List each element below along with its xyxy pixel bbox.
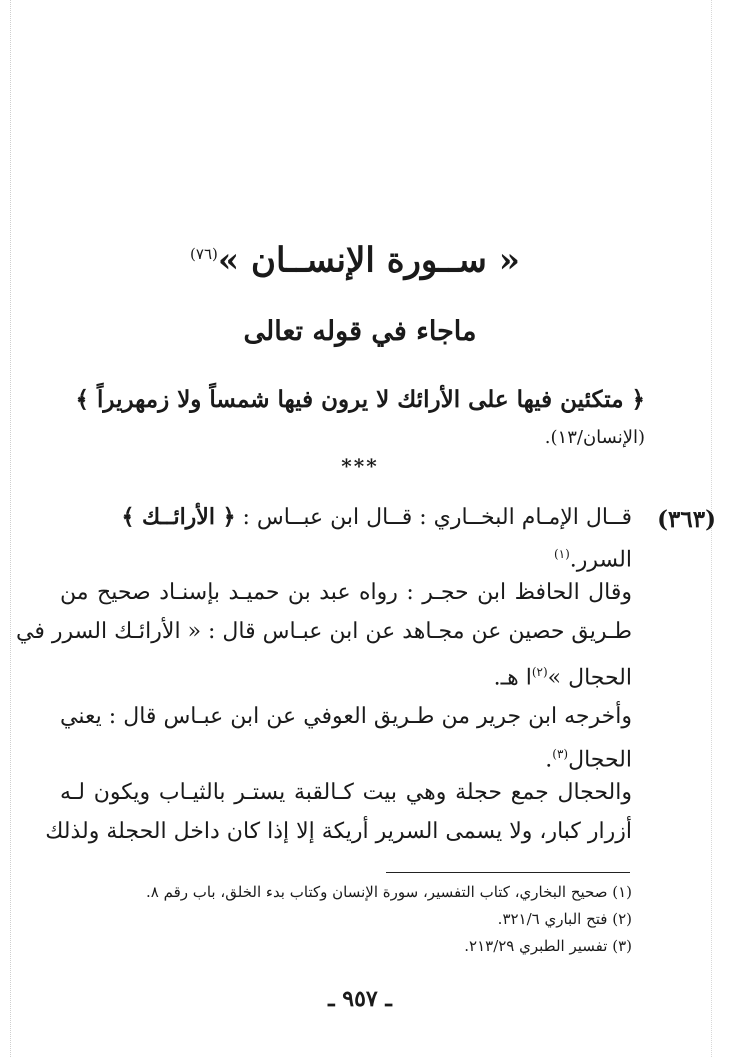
body-line-9: أزرار كبار، ولا يسمى السرير أريكة إلا إذا كان داخل الحجلة ولذلك [45, 819, 632, 844]
footnote-ref-2: (٢) [531, 665, 548, 679]
entry-number: (٣٦٣) [657, 506, 716, 533]
quran-verse: ﴿ متكئين فيها على الأرائك لا يرون فيها شمساً ولا زمهريراً ﴾ [75, 386, 645, 413]
body-line-2-text: السرر. [569, 547, 632, 573]
footnote-3: (٣) تفسير الطبري ٢١٣/٢٩. [464, 937, 632, 955]
body-line-4: طـريق حصين عن مجـاهد عن ابن عبـاس قال : « الأرائـك السرر في [16, 619, 632, 644]
verse-reference: (الإنسان/١٣). [544, 427, 645, 448]
body-line-7-text: الحجال [568, 747, 632, 773]
surah-title-text: « ســورة الإنســان » [217, 240, 520, 281]
body-line-7 [60, 737, 632, 777]
body-line-1-bold: ﴿ الأرائــك ﴾ [121, 504, 236, 530]
surah-title [190, 232, 520, 282]
footnote-divider [386, 872, 630, 873]
body-line-1-text: قــال الإمـام البخــاري : قــال ابن عبــاس : [235, 505, 632, 530]
section-separator: *** [341, 454, 379, 478]
body-line-6: وأخرجه ابن جرير من طـريق العوفي عن ابن عبـاس قال : يعني [60, 704, 632, 729]
body-line-1 [60, 500, 632, 535]
footnote-2: (٢) فتح الباري ٣٢١/٦. [497, 910, 632, 928]
page-number: ـ ٩٥٧ ـ [328, 986, 392, 1012]
footnote-ref-1: (١) [553, 547, 570, 561]
section-heading: ماجاء في قوله تعالى [243, 316, 477, 347]
footnote-1: (١) صحيح البخاري، كتاب التفسير، سورة الإنسان وكتاب بدء الخلق، باب رقم ٨. [145, 883, 632, 901]
body-line-2 [60, 537, 632, 577]
surah-number-note: (٧٦) [190, 245, 218, 263]
body-line-5 [60, 655, 632, 695]
body-line-5-text: الحجال » [547, 665, 632, 691]
body-line-8: والحجال جمع حجلة وهي بيت كـالقبة يستـر بالثيـاب ويكون لـه [60, 780, 633, 805]
body-line-7-tail: . [545, 747, 553, 773]
body-line-5-tail: ا هـ. [493, 665, 532, 691]
scan-edge-left [10, 0, 11, 1057]
footnote-ref-3: (٣) [552, 747, 569, 761]
body-line-3: وقال الحافظ ابن حجـر : رواه عبد بن حميـد بإسنـاد صحيح من [60, 580, 632, 605]
